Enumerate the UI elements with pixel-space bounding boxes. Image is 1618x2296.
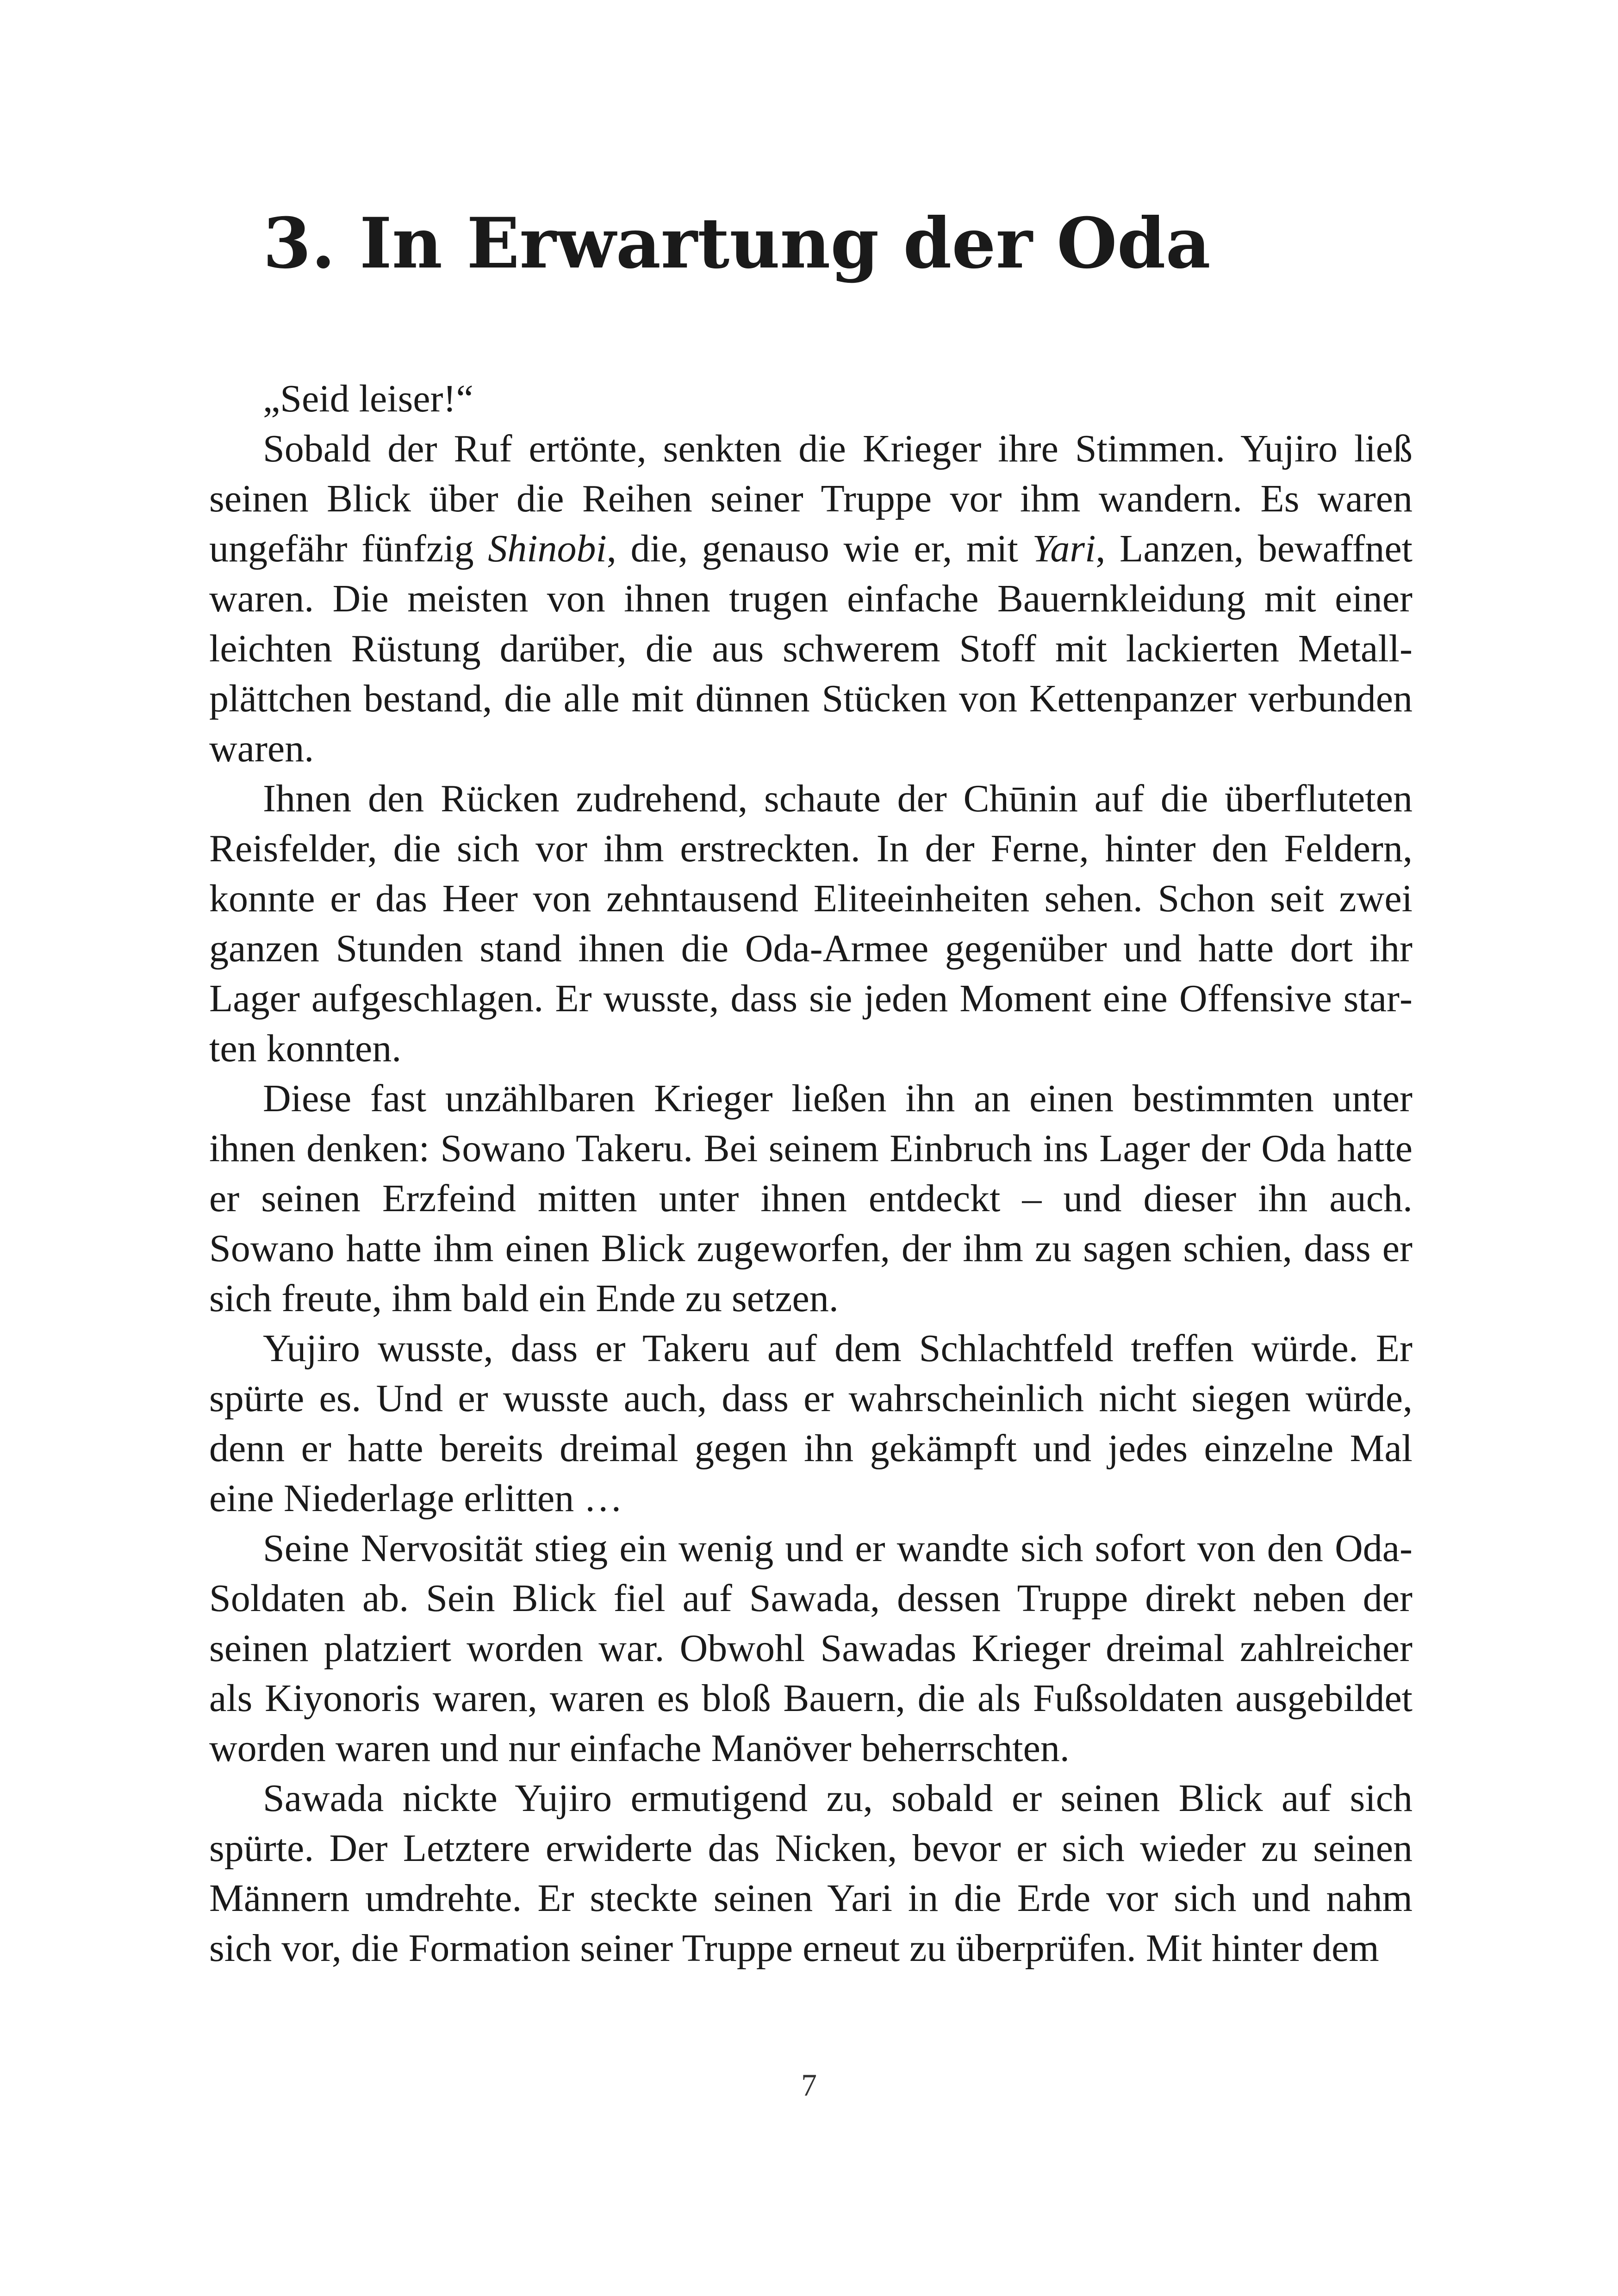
chapter-title: 3. In Erwartung der Oda <box>263 203 1211 284</box>
paragraph-4: Diese fast unzählbaren Krieger ließen ihn an einen bestimmten unter ihnen denken: Sowano Takeru. Bei seinem Einbruch ins Lager der Oda hatte er seinen Erzfeind mitten unter ihnen entdeckt – und dieser ihn auch. Sowano hatte ihm einen Blick zugeworfen, der ihm zu sagen schien, dass er sich freute, ihm bald ein Ende zu setzen. <box>209 1077 1413 1320</box>
page-number: 7 <box>801 2067 817 2103</box>
paragraph-1: „Seid leiser!“ <box>263 377 473 420</box>
chapter-body <box>209 374 1413 1973</box>
paragraph-3: Ihnen den Rücken zudrehend, schaute der Chūnin auf die überfluteten Reisfelder, die sich vor ihm erstreckten. In der Ferne, hinter den Feldern, konnte er das Heer von zehntausend Eliteeinheiten sehen. Schon seit zwei ganzen Stunden stand ihnen die Oda-Armee gegenüber und hatte dort ihr Lager aufgeschlagen. Er wusste, dass sie jeden Moment eine Offensive starten konnten. <box>209 777 1413 1070</box>
paragraph-7: Sawada nickte Yujiro ermutigend zu, sobald er seinen Blick auf sich spürte. Der Letztere erwiderte das Nicken, bevor er sich wieder zu seinen Männern umdrehte. Er steckte seinen Yari in die Erde vor sich und nahm sich vor, die Formation seiner Truppe erneut zu überprüfen. Mit hinter dem <box>209 1777 1413 1970</box>
emphasis-term: Yari <box>1032 527 1096 570</box>
paragraph-5: Yujiro wusste, dass er Takeru auf dem Schlachtfeld treffen würde. Er spürte es. Und er wusste auch, dass er wahrscheinlich nicht siegen würde, denn er hatte bereits dreimal gegen ihn gekämpft und jedes einzelne Mal eine Niederlage erlitten … <box>209 1327 1413 1520</box>
paragraph-6: Seine Nervosität stieg ein wenig und er wandte sich sofort von den Oda-Soldaten ab. Sein Blick fiel auf Sawada, dessen Truppe direkt neben der seinen platziert worden war. Obwohl Sawadas Krieger dreimal zahlreicher als Kiyonoris waren, waren es bloß Bauern, die als Fußsoldaten ausgebildet worden waren und nur einfache Manöver beherrschten. <box>209 1527 1413 1770</box>
paragraph-2: Sobald der Ruf ertönte, senkten die Krieger ihre Stimmen. Yujiro ließ seinen Blick über die Reihen seiner Truppe vor ihm wandern. Es waren ungefähr fünfzig Shinobi, die, genauso wie er, mit Yari, Lanzen, bewaffnet waren. Die meisten von ihnen trugen einfache Bauernkleidung mit einer leichten Rüstung darüber, die aus schwerem Stoff mit lackierten Metallplättchen bestand, die alle mit dünnen Stücken von Kettenpanzer verbunden waren. <box>209 427 1413 770</box>
emphasis-term: Shinobi <box>488 527 607 570</box>
